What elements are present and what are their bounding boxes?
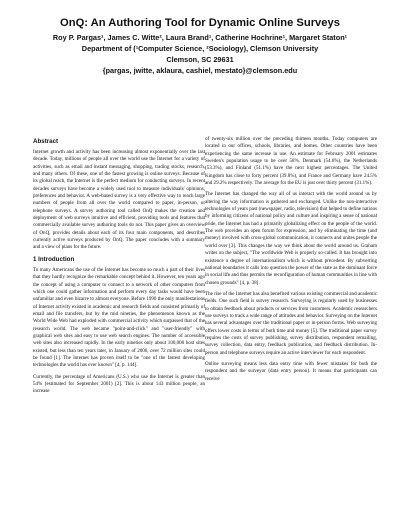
author-list: Roy P. Pargas¹, James C. Witte², Laura Brand¹, Catherine Hochrine¹, Margaret Staton¹	[52, 33, 348, 42]
body-paragraph-1: of twenty-six million over the preceding thirteen months. Today computers are located in our offices, schools, libraries, and homes. Other countries have been experiencing the same increase in use. An estimate for February 2001 estimates Sweden's population usage to be over 58%. Denmark (54.6%), the Netherlands (53.3%), and Finland (51.1%) have the next highest percentages. The United Kingdom has close to forty percent (39.8%), and France and Germany have 24.5% and 29.2% respectively. The average for the EU is just over thirty percent (31.1%).	[205, 136, 377, 187]
location: Clemson, SC 29631	[166, 55, 234, 64]
body-paragraph-2: The Internet has changed the way all of us interact with the world around us by altering the way information is gathered and exchanged. Unlike the non-interactive technologies of years past (newspaper, radio, television) that helped to define nations by informing citizens of national policy and culture and inspiring a sense of national pride, the Internet has had a primarily globalizing effect on the people of the world. The web provides an open forum for expression, and by eliminating the time (and money) involved with cross-global communication, it connects and unites people the world over [3]. This changes the way we think about the world around us. Graham writes on the subject, "The worldwide Web is properly so-called. It has brought into existence a degree of internationalism which is without precedent. By subverting national boundaries it calls into question the power of the state as the dominant force in social life and thus permits the reconfiguration of human communities in line with chosen grounds" [4, p. 38].	[205, 191, 377, 286]
affiliation: Department of (¹Computer Science, ²Sociology), Clemson University	[81, 44, 319, 53]
body-paragraph-4: Online surveying means less data entry time with fewer mistakes for both the respondent and the surveyor (data entry person). It means that participants can receive	[205, 360, 377, 382]
abstract-text: Internet growth and activity has been increasing almost exponentially over the last decade. Today, millions of people all over the world use the Internet for a variety of activities, such as email and instant messaging, shopping, trading stocks, research, and many others. Of these, one of the fastest growing is online surveys. Because of its global reach, the Internet is the perfect medium for conducting surveys. In recent decades surveys have become a widely used tool to measure individuals' opinions, preferences and behavior. A web-based survey is a very effective way to reach large numbers of people from all over the world compared to paper, in-person, or telephone surveys. A survey authoring tool called OnQ makes the creation and deployment of web surveys intuitive and efficient, providing tools and features that commercially available survey authoring tools do not. This paper gives an overview of OnQ, provides details about each of its four main components, and describes currently active surveys produced by OnQ. The paper concludes with a summary and a view of plans for the future.	[33, 149, 205, 251]
body-paragraph-3: The rise of the Internet has also benefited various existing commercial and academic fields. One such field is survey research. Surveying is regularly used by businesses to obtain feedback about products or services from customers. Academic researchers use surveys to track a wide range of attitudes and behavior. Surveying on the Internet has several advantages over the traditional paper or in-person forms. Web surveying offers lower costs in terms of both time and money [5]. The traditional paper survey requires the costs of survey publishing, survey distribution, respondent remailing, survey collection, data entry, feedback publication, and feedback distribution. In-person and telephone surveys require an active interviewer for each respondent.	[205, 290, 377, 356]
introduction-paragraph-2: Currently, the percentage of Americans (U.S.) who use the Internet is greater than 54% (estimated for September 2001) [2]. This is about 143 million people, an increase	[33, 373, 205, 395]
right-column	[205, 136, 377, 383]
introduction-paragraph-1: To many Americans the use of the Internet has become so much a part of their lives that they hardly recognize the remarkable concept behind it. However, ten years ago the concept of using a computer to connect to a network of other computers from which one could gather information and perform every day tasks would have been unfamiliar and even bizarre to almost everyone. Before 1990 the only manifestations of Internet activity existed in academic and research fields and consisted primarily of email and file transfers, but by the mid nineties, the phenomenon known as the World Wide Web had exploded with commercial activity which surpassed that of the research world. The web became "point-and-click" and "user-friendly" with graphical web sites and easy to use web search engines. The number of accessible web sites also increased rapidly. In the early nineties only about 100,000 host sites existed, but less than ten years later, in January of 2000, over 72 million sites could be found [1]. The Internet has proven itself to be "one of the fastest developing technologies the world has ever known" [4, p. 144].	[33, 266, 205, 369]
introduction-heading: 1 Introduction	[33, 255, 75, 263]
paper-header	[0, 16, 400, 76]
left-column	[33, 138, 205, 396]
paper-title: OnQ: An Authoring Tool for Dynamic Online Surveys	[60, 17, 340, 29]
abstract-heading: Abstract	[33, 138, 59, 145]
author-emails: {pargas, jwitte, aklaura, cashiel, mestato}@clemson.edu	[102, 66, 298, 75]
